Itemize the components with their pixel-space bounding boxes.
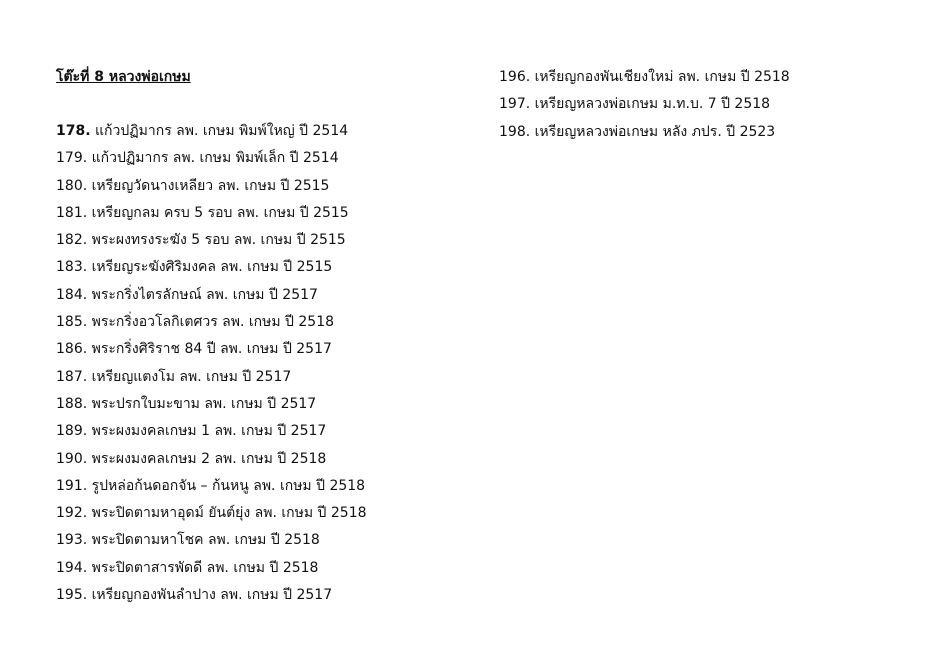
list-item <box>56 364 476 391</box>
item-number: 185. <box>56 314 88 331</box>
item-text: เหรียญหลวงพ่อเกษม หลัง ภปร. ปี 2523 <box>530 123 776 140</box>
list-item <box>56 173 476 200</box>
list-item <box>56 555 476 582</box>
item-number: 181. <box>56 204 88 221</box>
list-item <box>56 336 476 363</box>
item-number: 186. <box>56 341 88 358</box>
section-heading: โต๊ะที่ 8 หลวงพ่อเกษม <box>56 69 191 85</box>
left-column <box>56 64 476 609</box>
list-item <box>56 582 476 609</box>
item-number: 182. <box>56 232 88 249</box>
item-text: เหรียญแตงโม ลพ. เกษม ปี 2517 <box>87 368 292 385</box>
list-item <box>56 118 476 145</box>
item-number: 195. <box>56 587 88 604</box>
list-item <box>56 500 476 527</box>
list-item <box>499 119 919 146</box>
item-number: 192. <box>56 505 88 522</box>
item-text: พระผงมงคลเกษม 2 ลพ. เกษม ปี 2518 <box>87 450 327 467</box>
item-text: เหรียญกองพันเชียงใหม่ ลพ. เกษม ปี 2518 <box>530 69 790 85</box>
right-column <box>499 64 919 146</box>
list-item <box>56 527 476 554</box>
list-item <box>56 309 476 336</box>
item-text: พระปรกใบมะขาม ลพ. เกษม ปี 2517 <box>87 395 317 412</box>
list-item <box>56 418 476 445</box>
item-number: 191. <box>56 477 88 494</box>
item-text: แก้วปฏิมากร ลพ. เกษม พิมพ์เล็ก ปี 2514 <box>87 150 339 167</box>
item-number: 187. <box>56 368 88 385</box>
list-item <box>56 200 476 227</box>
item-number: 197. <box>499 96 531 113</box>
item-number: 198. <box>499 123 531 140</box>
item-text: เหรียญวัดนางเหลียว ลพ. เกษม ปี 2515 <box>87 177 330 194</box>
item-text: พระผงมงคลเกษม 1 ลพ. เกษม ปี 2517 <box>87 423 327 440</box>
list-item <box>56 446 476 473</box>
spacer <box>56 91 476 118</box>
list-item <box>56 145 476 172</box>
list-item <box>56 391 476 418</box>
item-text: พระผงทรงระฆัง 5 รอบ ลพ. เกษม ปี 2515 <box>87 232 346 249</box>
list-item <box>56 282 476 309</box>
list-item <box>499 91 919 118</box>
item-text: พระกริ่งอวโลกิเตศวร ลพ. เกษม ปี 2518 <box>87 314 335 331</box>
item-number: 194. <box>56 559 88 576</box>
item-number: 188. <box>56 395 88 412</box>
item-text: เหรียญหลวงพ่อเกษม ม.ท.บ. 7 ปี 2518 <box>530 96 771 113</box>
item-number: 179. <box>56 150 88 167</box>
item-text: แก้วปฏิมากร ลพ. เกษม พิมพ์ใหญ่ ปี 2514 <box>90 123 349 139</box>
list-item <box>499 64 919 91</box>
item-text: พระกริ่งศิริราช 84 ปี ลพ. เกษม ปี 2517 <box>87 341 332 358</box>
item-text: เหรียญกลม ครบ 5 รอบ ลพ. เกษม ปี 2515 <box>87 204 349 221</box>
item-number: 189. <box>56 423 88 440</box>
item-number: 184. <box>56 286 88 303</box>
item-number: 190. <box>56 450 88 467</box>
item-text: รูปหล่อก้นดอกจัน – ก้นหนู ลพ. เกษม ปี 2518 <box>87 477 366 494</box>
item-number: 196. <box>499 69 531 85</box>
item-text: เหรียญกองพันลำปาง ลพ. เกษม ปี 2517 <box>87 587 333 604</box>
list-item <box>56 473 476 500</box>
list-item <box>56 254 476 281</box>
item-number: 178. <box>56 123 91 139</box>
item-text: พระปิดตามหาอุดม์ ยันต์ยุ่ง ลพ. เกษม ปี 2518 <box>87 505 367 522</box>
item-text: พระปิดตาสารพัดดี ลพ. เกษม ปี 2518 <box>87 559 319 576</box>
list-item <box>56 227 476 254</box>
item-text: พระกริ่งไตรลักษณ์ ลพ. เกษม ปี 2517 <box>87 286 318 303</box>
item-number: 180. <box>56 177 88 194</box>
item-number: 193. <box>56 532 88 549</box>
item-text: พระปิดตามหาโชค ลพ. เกษม ปี 2518 <box>87 532 320 549</box>
item-text: เหรียญระฆังศิริมงคล ลพ. เกษม ปี 2515 <box>87 259 333 276</box>
item-number: 183. <box>56 259 88 276</box>
